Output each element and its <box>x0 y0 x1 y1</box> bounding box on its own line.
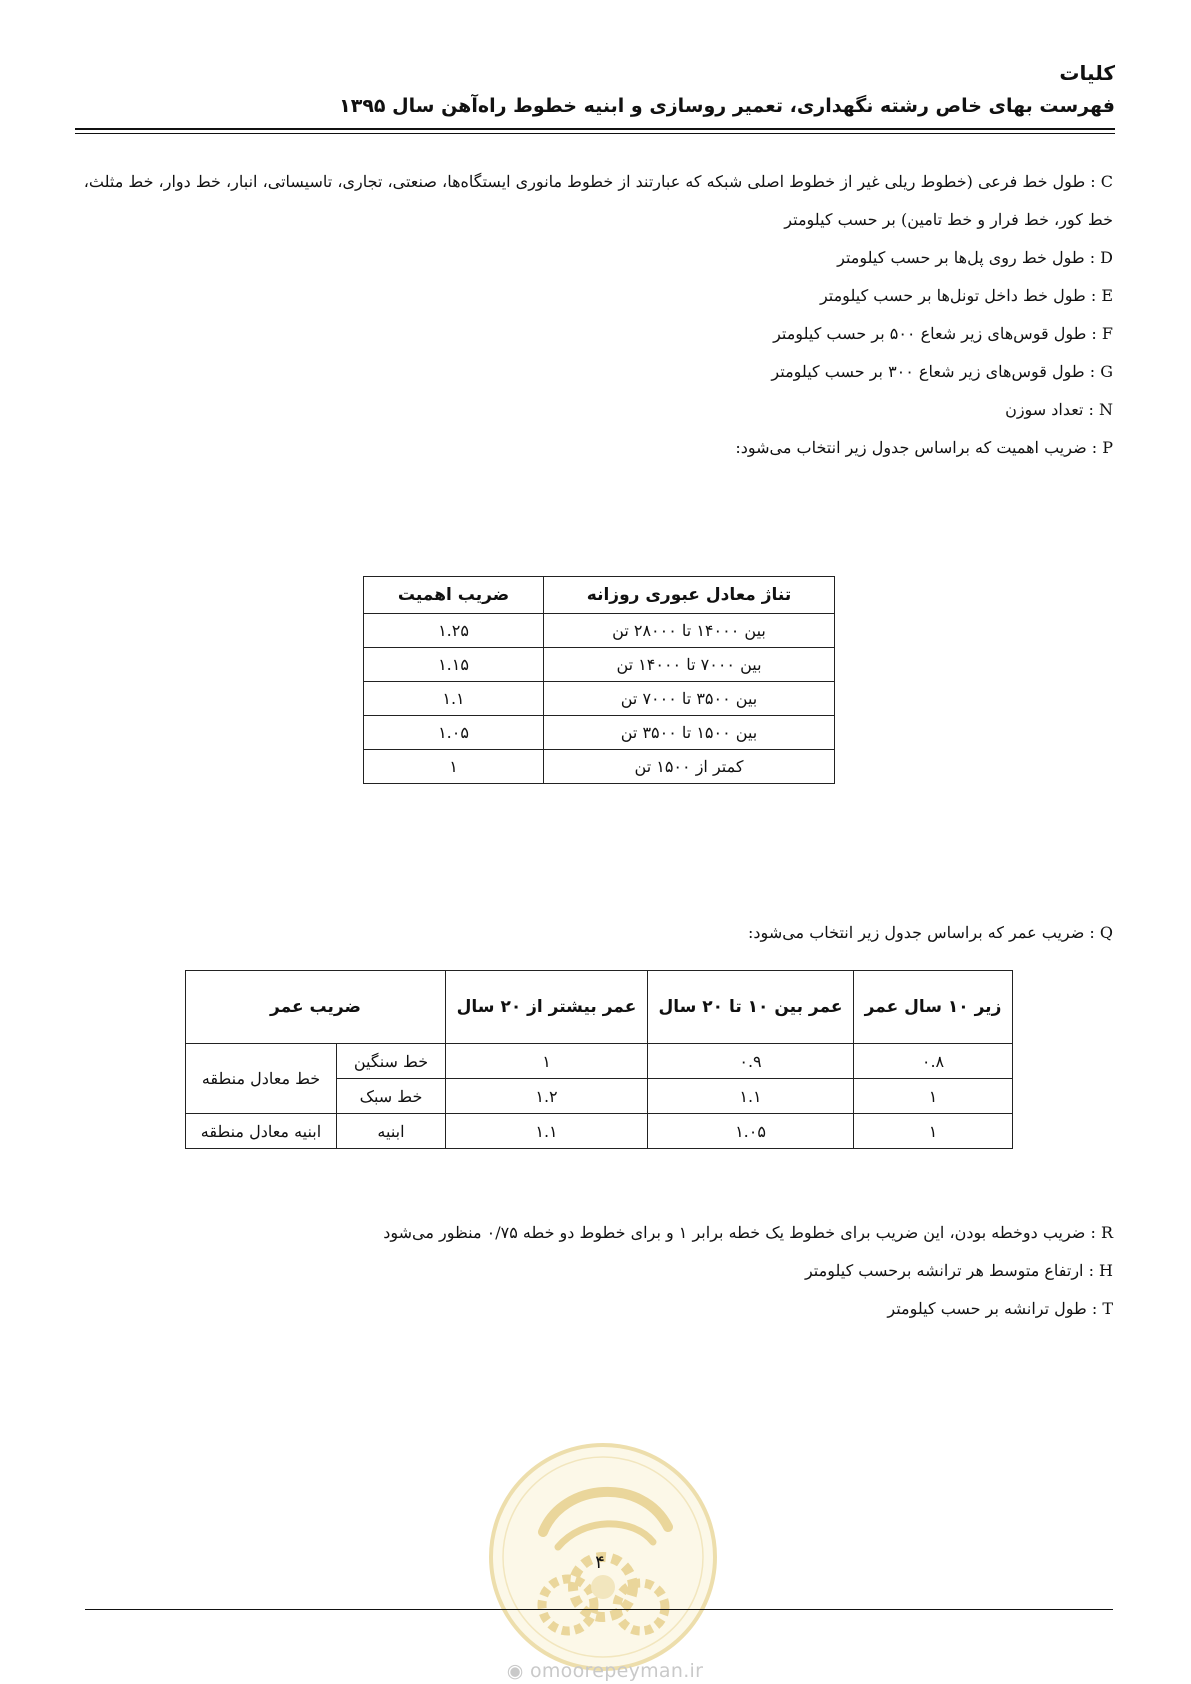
table-cell: ابنیه <box>337 1114 446 1149</box>
definition-n: N : تعداد سوزن <box>1005 400 1113 419</box>
table-row <box>364 614 835 648</box>
document-title: فهرست بهای خاص رشته نگهداری، تعمیر روسازی و ابنیه خطوط راه‌آهن سال ۱۳۹۵ <box>339 95 1115 117</box>
table-row <box>186 1114 1013 1149</box>
importance-factor-table <box>363 576 835 784</box>
definition-key: T <box>1102 1299 1113 1318</box>
table-cell: بین ۱۵۰۰ تا ۳۵۰۰ تن <box>544 716 835 750</box>
table-row <box>186 1044 1013 1079</box>
column-header: عمر بیشتر از ۲۰ سال <box>446 971 648 1044</box>
column-header: تناژ معادل عبوری روزانه <box>544 577 835 614</box>
footer-rule <box>85 1609 1113 1610</box>
definition-text: طول خط روی پل‌ها بر حسب کیلومتر <box>837 248 1085 267</box>
table-cell: ۱ <box>854 1079 1013 1114</box>
definition-c: C : طول خط فرعی (خطوط ریلی غیر از خطوط اصلی شبکه که عبارتند از خطوط مانوری ایستگاه‌ها، صنعتی، تجاری، تاسیساتی، انبار، خط دوار، خط مثلث، خط کور، خط فرار و خط تامین) بر حسب کیلومتر <box>83 172 1113 229</box>
definition-text: طول قوس‌های زیر شعاع ۵۰۰ بر حسب کیلومتر <box>773 324 1087 343</box>
definition-key: Q <box>1099 923 1113 942</box>
definition-key: C <box>1100 172 1113 191</box>
section-title: کلیات <box>1059 61 1115 85</box>
definition-text: ارتفاع متوسط هر ترانشه برحسب کیلومتر <box>804 1261 1084 1280</box>
table-cell: ۰.۸ <box>854 1044 1013 1079</box>
table-cell: ۰.۹ <box>648 1044 854 1079</box>
column-header: ضریب عمر <box>186 971 446 1044</box>
definition-h: H : ارتفاع متوسط هر ترانشه برحسب کیلومتر <box>804 1261 1113 1280</box>
table-header-row <box>364 577 835 614</box>
table-header-row <box>186 971 1013 1044</box>
table-row <box>364 682 835 716</box>
group-label-cell: خط معادل منطقه <box>186 1044 337 1114</box>
definitions-list <box>80 163 1113 467</box>
header-rule-thin <box>75 133 1115 134</box>
definition-text: طول ترانشه بر حسب کیلومتر <box>887 1299 1087 1318</box>
table-row <box>364 750 835 784</box>
table-cell: بین ۱۴۰۰۰ تا ۲۸۰۰۰ تن <box>544 614 835 648</box>
more-definitions-list <box>80 1214 1113 1328</box>
definition-key: H <box>1099 1261 1113 1280</box>
table-cell: کمتر از ۱۵۰۰ تن <box>544 750 835 784</box>
watermark-text: omoorepeyman.ir <box>529 1660 704 1682</box>
column-header: زیر ۱۰ سال عمر <box>854 971 1013 1044</box>
column-header: ضریب اهمیت <box>364 577 544 614</box>
definition-key: E <box>1101 286 1113 305</box>
page-number: ۴ <box>595 1552 605 1573</box>
definition-text: ضریب اهمیت که براساس جدول زیر انتخاب می‌شود: <box>735 438 1087 457</box>
definition-p: P : ضریب اهمیت که براساس جدول زیر انتخاب می‌شود: <box>735 438 1113 457</box>
table-cell: خط سبک <box>337 1079 446 1114</box>
table-cell: ۱.۱ <box>648 1079 854 1114</box>
table-cell: ۱ <box>446 1044 648 1079</box>
definition-key: G <box>1100 362 1113 381</box>
table-cell: ۱ <box>854 1114 1013 1149</box>
page-header <box>75 58 1115 122</box>
table-cell: ۱.۱ <box>364 682 544 716</box>
definition-key: P <box>1102 438 1113 457</box>
group-label-cell: ابنیه معادل منطقه <box>186 1114 337 1149</box>
table-cell: ۱ <box>364 750 544 784</box>
definition-text: طول خط داخل تونل‌ها بر حسب کیلومتر <box>819 286 1086 305</box>
definition-text: طول قوس‌های زیر شعاع ۳۰۰ بر حسب کیلومتر <box>771 362 1085 381</box>
watermark: ◉ omoorepeyman.ir <box>506 1660 704 1682</box>
definition-key: R <box>1100 1223 1113 1242</box>
table-cell: خط سنگین <box>337 1044 446 1079</box>
table-cell: بین ۷۰۰۰ تا ۱۴۰۰۰ تن <box>544 648 835 682</box>
definition-text: ضریب دوخطه بودن، این ضریب برای خطوط یک خطه برابر ۱ و برای خطوط دو خطه ۰/۷۵ منظور می‌شود <box>383 1223 1086 1242</box>
header-rule-thick <box>75 128 1115 130</box>
table-cell: بین ۳۵۰۰ تا ۷۰۰۰ تن <box>544 682 835 716</box>
table-cell: ۱.۱۵ <box>364 648 544 682</box>
definition-key: D <box>1100 248 1113 267</box>
definition-t: T : طول ترانشه بر حسب کیلومتر <box>887 1299 1113 1318</box>
table-cell: ۱.۱ <box>446 1114 648 1149</box>
table-cell: ۱.۰۵ <box>648 1114 854 1149</box>
table-row <box>364 716 835 750</box>
definition-text: طول خط فرعی (خطوط ریلی غیر از خطوط اصلی شبکه که عبارتند از خطوط مانوری ایستگاه‌ها، صنعتی، تجاری، تاسیساتی، انبار، خط دوار، خط مثلث، خط کور، خط فرار و خط تامین) بر حسب کیلومتر <box>83 172 1113 229</box>
definition-key: N <box>1099 400 1113 419</box>
definition-q: Q : ضریب عمر که براساس جدول زیر انتخاب می‌شود: <box>748 923 1113 942</box>
table-row <box>364 648 835 682</box>
table-cell: ۱.۲ <box>446 1079 648 1114</box>
table-cell: ۱.۲۵ <box>364 614 544 648</box>
definition-r: R : ضریب دوخطه بودن، این ضریب برای خطوط یک خطه برابر ۱ و برای خطوط دو خطه ۰/۷۵ منظور می‌شود <box>383 1223 1113 1242</box>
definition-e: E : طول خط داخل تونل‌ها بر حسب کیلومتر <box>819 286 1113 305</box>
definition-text: ضریب عمر که براساس جدول زیر انتخاب می‌شود: <box>748 923 1085 942</box>
table-cell: ۱.۰۵ <box>364 716 544 750</box>
definition-f: F : طول قوس‌های زیر شعاع ۵۰۰ بر حسب کیلومتر <box>773 324 1113 343</box>
definition-text: تعداد سوزن <box>1005 400 1084 419</box>
column-header: عمر بین ۱۰ تا ۲۰ سال <box>648 971 854 1044</box>
age-factor-table <box>185 970 1013 1149</box>
definition-d: D : طول خط روی پل‌ها بر حسب کیلومتر <box>837 248 1113 267</box>
definition-key: F <box>1101 324 1113 343</box>
definition-g: G : طول قوس‌های زیر شعاع ۳۰۰ بر حسب کیلومتر <box>771 362 1113 381</box>
